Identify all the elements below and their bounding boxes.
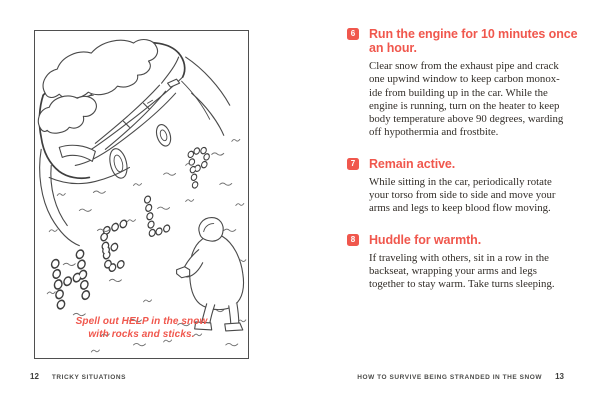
body-line: Clear snow from the exhaust pipe and crack — [369, 60, 559, 72]
step-body — [369, 252, 585, 292]
step-6 — [347, 27, 585, 140]
step-heading — [369, 233, 481, 247]
left-page-footer — [30, 372, 126, 381]
body-line: one upwind window to keep carbon monox- — [369, 73, 560, 86]
step-body — [369, 60, 585, 140]
running-head-right: HOW TO SURVIVE BEING STRANDED IN THE SNOW — [357, 374, 543, 381]
step-body — [369, 176, 585, 216]
step-7-header — [347, 157, 585, 171]
step-8-header — [347, 233, 585, 247]
step-heading-line: an hour. — [369, 41, 417, 55]
body-line: If traveling with others, sit in a row in the — [369, 251, 549, 264]
step-number-badge: 7 — [347, 158, 359, 170]
step-heading — [369, 27, 577, 55]
illustration-caption — [35, 315, 248, 341]
body-line: While sitting in the car, periodically rotate — [369, 175, 552, 188]
step-heading-line: Remain active. — [369, 156, 456, 171]
snow-illustration — [35, 31, 248, 358]
car-drawing — [38, 40, 229, 246]
right-page-footer — [357, 372, 564, 381]
body-line: ide from building up in the car. While the — [369, 86, 548, 99]
body-line: your torso from side to side and move your — [369, 189, 556, 202]
caption-line-1: Spell out HELP in the snow — [75, 316, 208, 327]
step-heading-line: Run the engine for 10 minutes once — [369, 27, 578, 41]
right-page — [300, 0, 600, 407]
caption-line-2: with rocks and sticks. — [88, 329, 195, 340]
body-line: arms and legs to keep blood flow moving. — [369, 202, 551, 215]
step-8 — [347, 233, 585, 292]
step-7 — [347, 157, 585, 216]
body-line: engine is running, turn on the heater to keep — [369, 99, 560, 112]
illustration-panel — [34, 30, 249, 359]
step-number-badge: 6 — [347, 28, 359, 40]
body-line: off hypothermia and frostbite. — [369, 126, 499, 139]
step-heading — [369, 157, 455, 171]
page-number-left: 12 — [30, 372, 39, 381]
body-line: backseat, wrapping your arms and legs — [369, 264, 537, 277]
person-drawing — [177, 218, 244, 331]
body-line: body temperature above 90 degrees, warding — [369, 113, 564, 126]
body-line: together to stay warm. Take turns sleeping. — [369, 278, 555, 291]
step-heading-line: Huddle for warmth. — [369, 232, 482, 247]
step-6-header — [347, 27, 585, 55]
running-head-left: TRICKY SITUATIONS — [51, 374, 127, 381]
steps-list — [347, 27, 585, 309]
page-number-right: 13 — [555, 372, 564, 381]
step-number-badge: 8 — [347, 234, 359, 246]
